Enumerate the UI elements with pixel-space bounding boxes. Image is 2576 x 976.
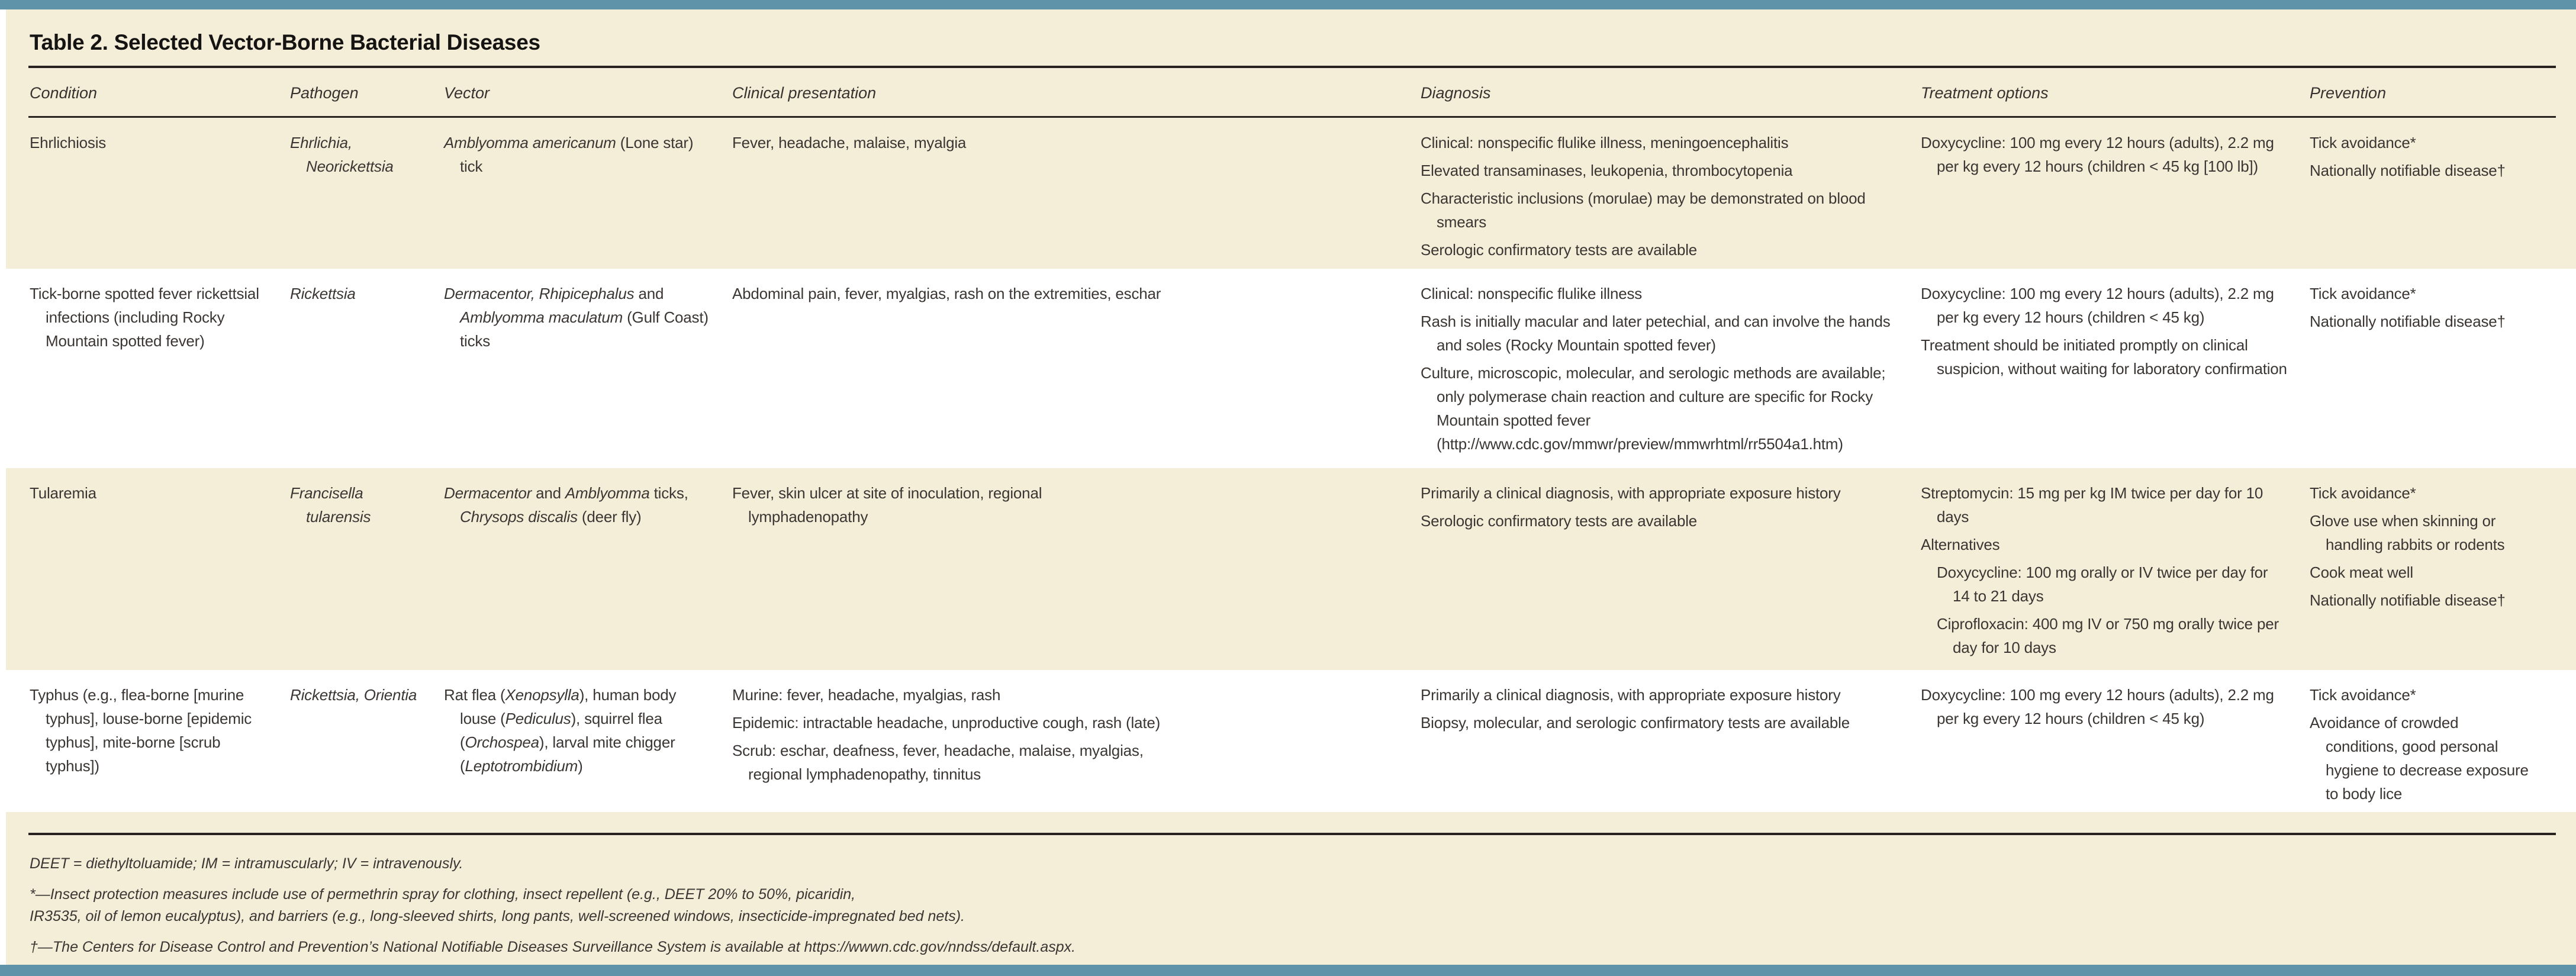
paragraph: Streptomycin: 15 mg per kg IM twice per day for 10 days: [1921, 484, 2263, 526]
footnote-1: DEET = diethyltoluamide; IM = intramuscularly; IV = intravenously.: [30, 855, 463, 872]
cell-treatment-options-row-2: [1921, 282, 2310, 468]
table-row-1: [0, 118, 2576, 269]
paragraph: Nationally notifiable disease†: [2310, 162, 2506, 179]
cell-pathogen-row-1: [290, 131, 444, 269]
paragraph: Alternatives: [1921, 536, 2000, 553]
cell-vector-row-3: [444, 481, 732, 670]
table-row-2: [0, 269, 2576, 468]
paragraph: Serologic confirmatory tests are available: [1421, 512, 1698, 530]
table-row-4: [0, 670, 2576, 812]
paragraph: Rickettsia: [290, 285, 356, 302]
table-body: [0, 118, 2576, 812]
paragraph: Avoidance of crowded conditions, good personal hygiene to decrease exposure to body lice: [2310, 714, 2529, 803]
cell-pathogen-row-2: [290, 282, 444, 468]
cell-diagnosis-row-4: [1421, 683, 1921, 812]
paragraph: Tick avoidance*: [2310, 285, 2416, 302]
footnote-3: †—The Centers for Disease Control and Prevention’s National Notifiable Diseases Surveillance System is available at https://wwwn.cdc.gov/nndss/default.aspx.: [30, 939, 1076, 955]
cell-prevention-row-4: [2310, 683, 2556, 812]
cell-prevention-row-3: [2310, 481, 2556, 670]
paragraph: Glove use when skinning or handling rabbits or rodents: [2310, 512, 2505, 553]
column-header-pathogen: Pathogen: [290, 84, 359, 102]
column-header-row: [0, 68, 2576, 116]
cell-diagnosis-row-3: [1421, 481, 1921, 670]
paragraph: Primarily a clinical diagnosis, with appropriate exposure history: [1421, 484, 1841, 502]
cell-condition-row-1: [30, 131, 290, 269]
paragraph: Tick-borne spotted fever rickettsial infections (including Rocky Mountain spotted fever): [30, 285, 259, 350]
cell-vector-row-1: [444, 131, 732, 269]
paragraph: Typhus (e.g., flea-borne [murine typhus], louse-borne [epidemic typhus], mite-borne [scrub typhus]): [30, 686, 252, 775]
cell-diagnosis-row-1: [1421, 131, 1921, 269]
cell-prevention-row-1: [2310, 131, 2556, 269]
column-header-diagnosis: Diagnosis: [1421, 84, 1491, 102]
paragraph: Tick avoidance*: [2310, 686, 2416, 704]
paragraph: Biopsy, molecular, and serologic confirmatory tests are available: [1421, 714, 1850, 732]
paragraph: Tick avoidance*: [2310, 134, 2416, 152]
column-header-prevention: Prevention: [2310, 84, 2387, 102]
cell-condition-row-3: [30, 481, 290, 670]
paragraph: Elevated transaminases, leukopenia, thrombocytopenia: [1421, 162, 1793, 179]
paragraph: Francisella tularensis: [290, 484, 371, 526]
paragraph: Rickettsia, Orientia: [290, 686, 417, 704]
paragraph: Fever, skin ulcer at site of inoculation, regional lymphadenopathy: [732, 484, 1042, 526]
paragraph: Clinical: nonspecific flulike illness, meningoencephalitis: [1421, 134, 1789, 152]
paragraph: Characteristic inclusions (morulae) may be demonstrated on blood smears: [1421, 189, 1866, 231]
paragraph: Dermacentor, Rhipicephalus and Amblyomma maculatum (Gulf Coast) ticks: [444, 285, 709, 350]
paragraph: Doxycycline: 100 mg every 12 hours (adults), 2.2 mg per kg every 12 hours (children < 45 kg): [1921, 285, 2274, 326]
cell-condition-row-2: [30, 282, 290, 468]
cell-treatment-options-row-3: [1921, 481, 2310, 670]
column-header-treatment-options: Treatment options: [1921, 84, 2049, 102]
paragraph: Serologic confirmatory tests are available: [1421, 241, 1698, 259]
cell-clinical-presentation-row-2: [732, 282, 1421, 468]
cell-clinical-presentation-row-4: [732, 683, 1421, 812]
paragraph: Amblyomma americanum (Lone star) tick: [444, 134, 694, 175]
cell-clinical-presentation-row-3: [732, 481, 1421, 670]
paragraph: Ehrlichiosis: [30, 134, 107, 152]
footnote-2: *—Insect protection measures include use of permethrin spray for clothing, insect repellent (e.g., DEET 20% to 50%, picaridin, IR3535, oil of lemon eucalyptus), and barriers (e.g., long-sleeved shirts, long pants, well-screened windows, insecticide-impregnated bed nets).: [30, 886, 965, 925]
column-header-vector: Vector: [444, 84, 490, 102]
cell-prevention-row-2: [2310, 282, 2556, 468]
paragraph: Nationally notifiable disease†: [2310, 313, 2506, 330]
paragraph: Rash is initially macular and later petechial, and can involve the hands and soles (Rocky Mountain spotted fever): [1421, 313, 1891, 354]
paragraph: Tick avoidance*: [2310, 484, 2416, 502]
bottom-accent-bar: [0, 965, 2576, 976]
paragraph: Ehrlichia, Neorickettsia: [290, 134, 394, 175]
table-title: Table 2. Selected Vector-Borne Bacterial Diseases: [30, 30, 540, 54]
paragraph: Epidemic: intractable headache, unproductive cough, rash (late): [732, 714, 1161, 732]
cell-pathogen-row-4: [290, 683, 444, 812]
paragraph: Abdominal pain, fever, myalgias, rash on the extremities, eschar: [732, 285, 1161, 302]
column-header-condition: Condition: [30, 84, 98, 102]
paragraph: Cook meat well: [2310, 563, 2413, 581]
paragraph: Doxycycline: 100 mg orally or IV twice per day for 14 to 21 days: [1937, 563, 2268, 605]
cell-pathogen-row-3: [290, 481, 444, 670]
footnotes: [0, 835, 2576, 958]
paragraph: Ciprofloxacin: 400 mg IV or 750 mg orally twice per day for 10 days: [1937, 615, 2279, 656]
cell-vector-row-4: [444, 683, 732, 812]
table-row-3: [0, 468, 2576, 670]
paragraph: Murine: fever, headache, myalgias, rash: [732, 686, 1001, 704]
cell-vector-row-2: [444, 282, 732, 468]
paragraph: Doxycycline: 100 mg every 12 hours (adults), 2.2 mg per kg every 12 hours (children < 45 kg [100 lb]): [1921, 134, 2274, 175]
paragraph: Tularemia: [30, 484, 96, 502]
paragraph: Rat flea (Xenopsylla), human body louse (Pediculus), squirrel flea (Orchospea), larval mite chigger (Leptotrombidium): [444, 686, 677, 775]
paragraph: Clinical: nonspecific flulike illness: [1421, 285, 1643, 302]
paragraph: Treatment should be initiated promptly on clinical suspicion, without waiting for laboratory confirmation: [1921, 336, 2287, 378]
top-accent-bar: [0, 0, 2576, 9]
cell-treatment-options-row-1: [1921, 131, 2310, 269]
paragraph: Primarily a clinical diagnosis, with appropriate exposure history: [1421, 686, 1841, 704]
cell-treatment-options-row-4: [1921, 683, 2310, 812]
cell-condition-row-4: [30, 683, 290, 812]
paragraph: Nationally notifiable disease†: [2310, 591, 2506, 609]
paragraph: Culture, microscopic, molecular, and serologic methods are available; only polymerase chain reaction and culture are specific for Rocky Mountain spotted fever (http://www.cdc.gov/mmwr/preview/mmwrhtml/rr5504a1.htm): [1421, 364, 1886, 453]
paragraph: Scrub: eschar, deafness, fever, headache, malaise, myalgias, regional lymphadenopathy, tinnitus: [732, 742, 1144, 783]
column-header-clinical-presentation: Clinical presentation: [732, 84, 877, 102]
paragraph: Doxycycline: 100 mg every 12 hours (adults), 2.2 mg per kg every 12 hours (children < 45 kg): [1921, 686, 2274, 727]
paragraph: Fever, headache, malaise, myalgia: [732, 134, 967, 152]
paragraph: Dermacentor and Amblyomma ticks, Chrysops discalis (deer fly): [444, 484, 688, 526]
cell-clinical-presentation-row-1: [732, 131, 1421, 269]
cell-diagnosis-row-2: [1421, 282, 1921, 468]
page-left-margin: [0, 9, 6, 965]
